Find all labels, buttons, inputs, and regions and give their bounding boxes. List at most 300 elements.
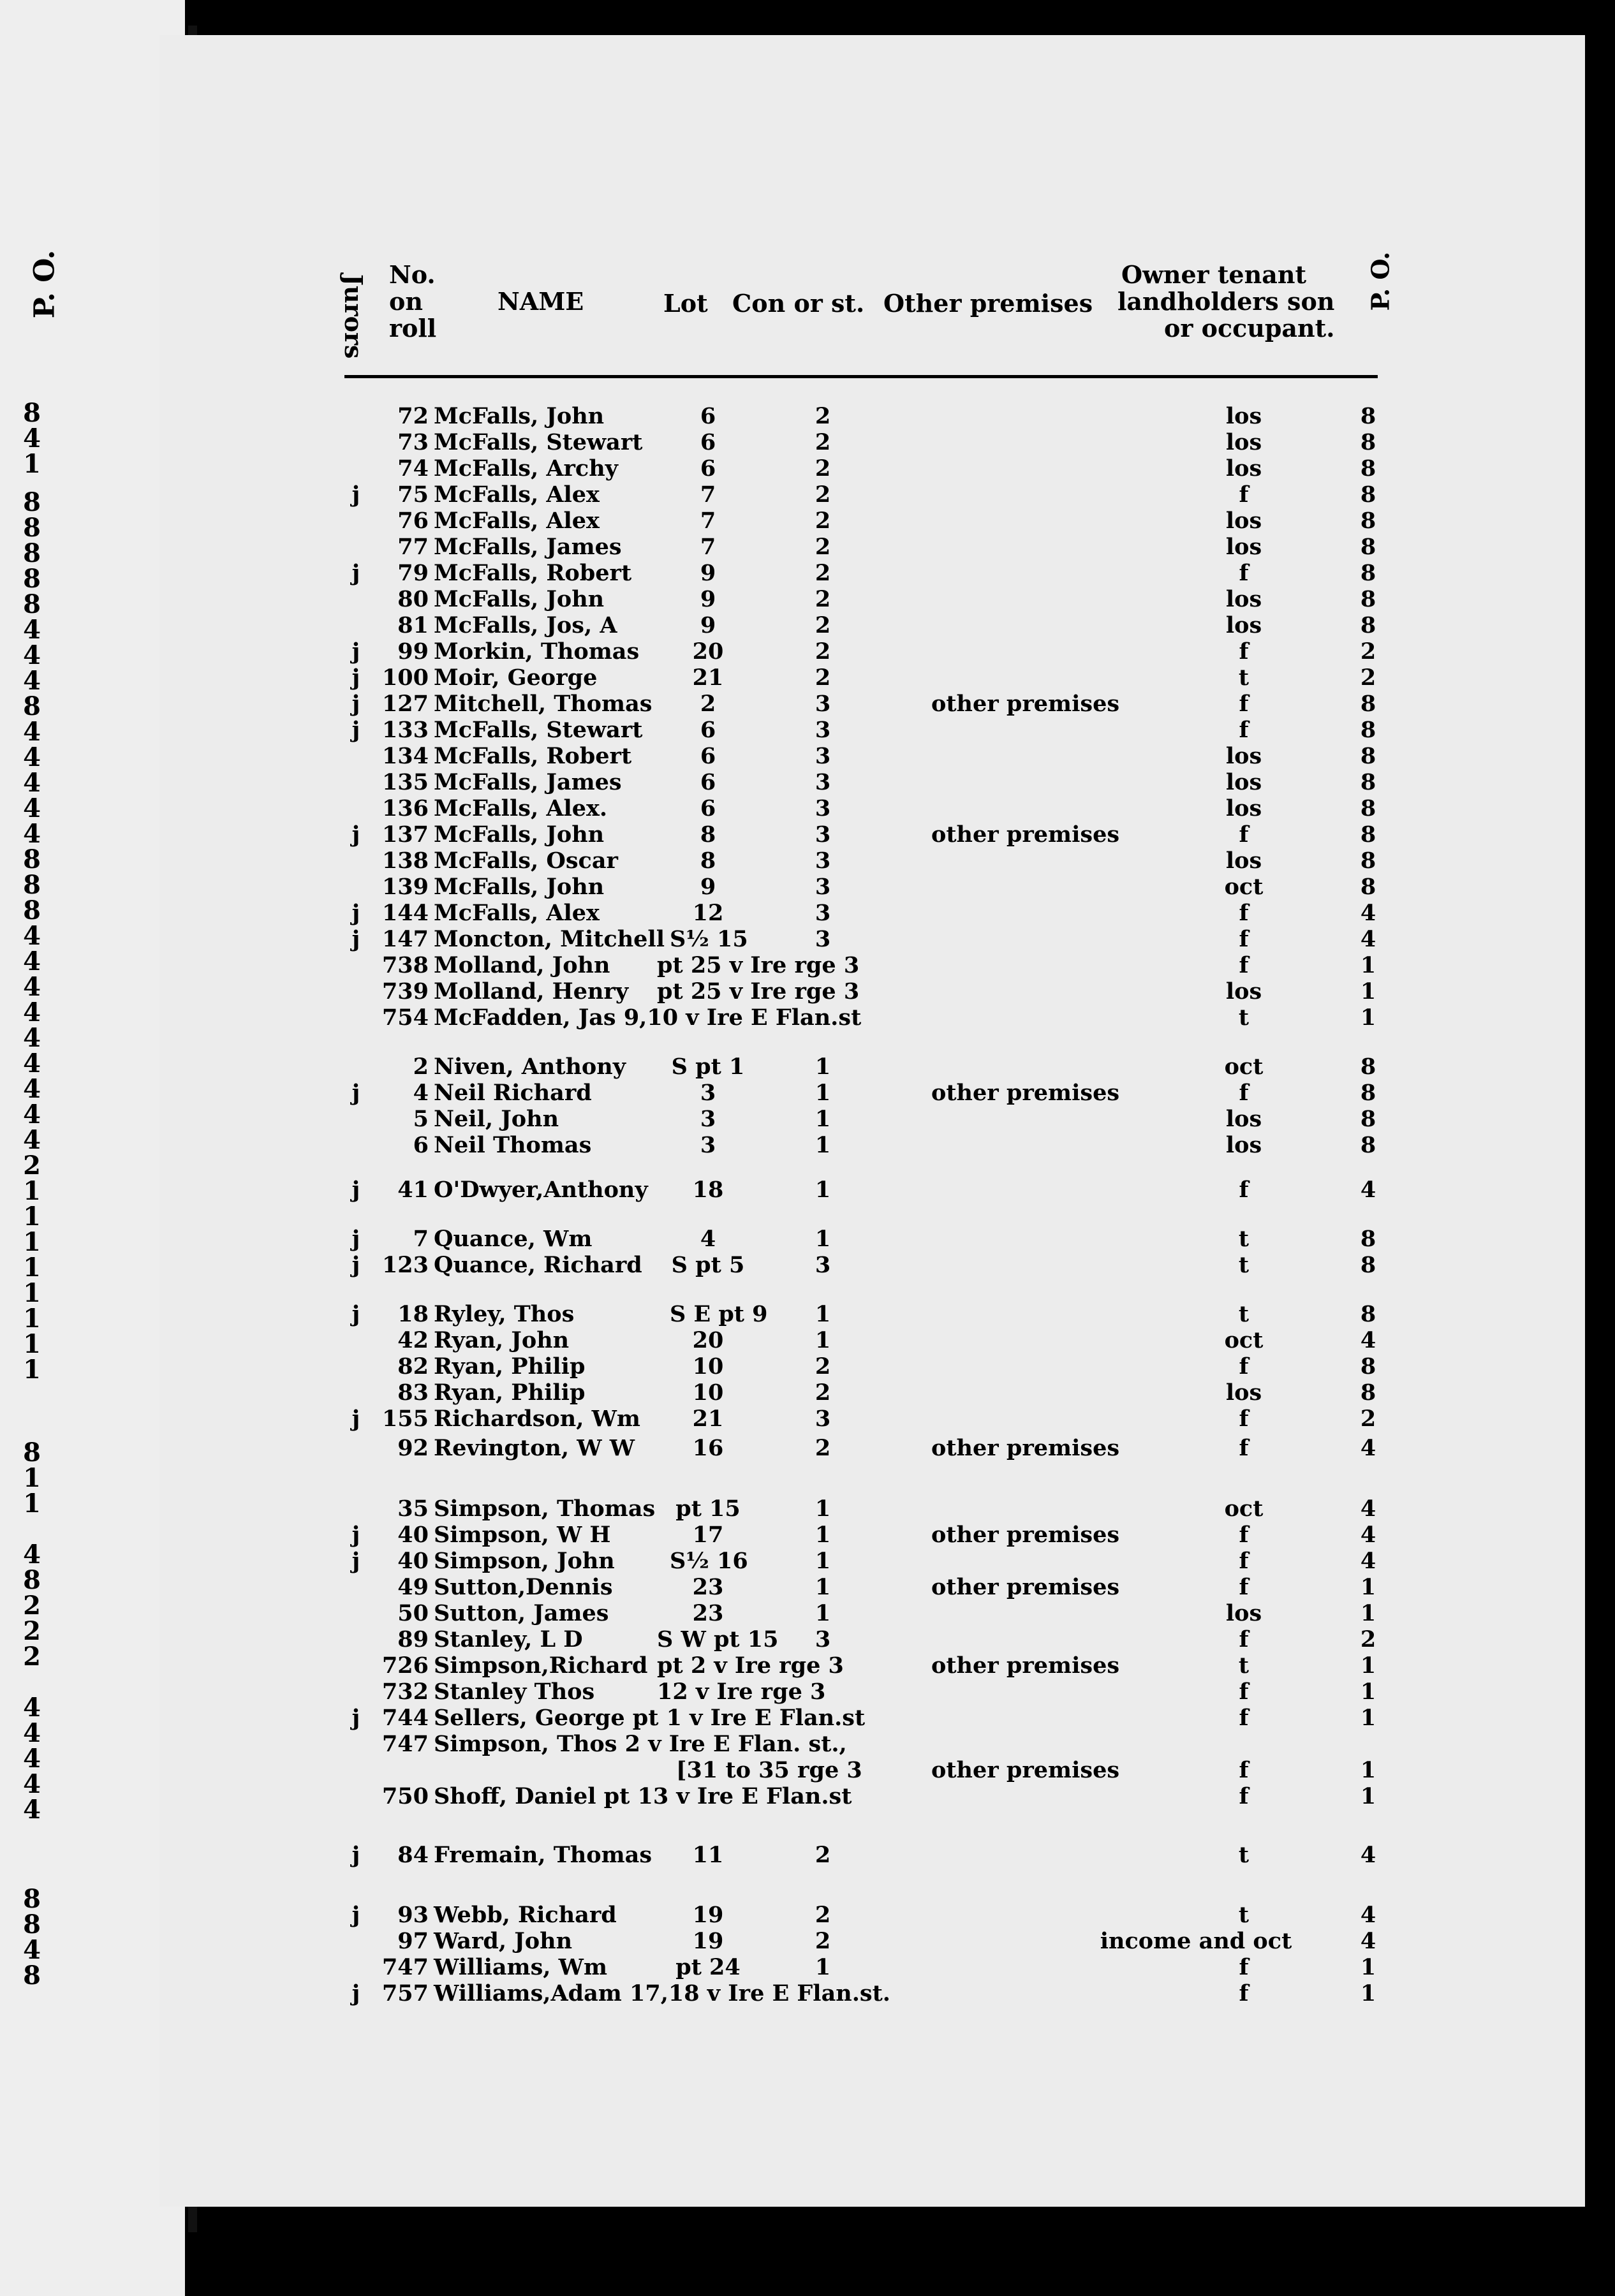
table-row: [0, 665, 1615, 691]
table-row: [0, 1679, 1615, 1705]
lot-value: 7: [700, 508, 716, 534]
concession-value: 2: [815, 638, 831, 665]
owner-status: f: [1239, 482, 1249, 508]
concession-value: 3: [815, 743, 831, 769]
roll-number: 79: [397, 560, 429, 586]
margin-digit: 1: [23, 1278, 41, 1308]
lot-value: 6: [700, 429, 716, 455]
lot-value: 6: [700, 769, 716, 795]
margin-digit: 8: [23, 691, 41, 721]
lot-value: 6: [700, 717, 716, 743]
roll-number: 127: [381, 691, 429, 717]
margin-digit: 1: [23, 1489, 41, 1519]
lot-value: pt 24: [675, 1954, 741, 1980]
post-office: 8: [1360, 429, 1376, 455]
lot-value: 6: [700, 743, 716, 769]
post-office: 4: [1360, 900, 1376, 926]
concession-value: 3: [815, 717, 831, 743]
post-office: 8: [1360, 1301, 1376, 1327]
lot-value: 10: [692, 1353, 724, 1380]
owner-name: McFadden, Jas 9,10 v Ire E Flan.st: [434, 1004, 862, 1031]
lot-value: S pt 1: [671, 1054, 745, 1080]
roll-number: 18: [397, 1301, 429, 1327]
roll-number: 135: [381, 769, 429, 795]
owner-name: Revington, W W: [434, 1435, 635, 1461]
header-po: P. O.: [1366, 251, 1395, 311]
table-row: [0, 1731, 1615, 1757]
margin-digit: 8: [23, 870, 41, 900]
table-row: [0, 952, 1615, 978]
header-owner-line3: or occupant.: [1164, 314, 1335, 342]
owner-status: f: [1239, 1522, 1249, 1548]
table-row: [0, 1106, 1615, 1132]
roll-number: 6: [413, 1132, 429, 1158]
post-office: 8: [1360, 769, 1376, 795]
post-office: 2: [1360, 1626, 1376, 1652]
margin-digit: 4: [23, 946, 41, 976]
owner-name: Sutton,Dennis: [434, 1574, 613, 1600]
concession-value: 2: [815, 1435, 831, 1461]
roll-number: 100: [381, 665, 429, 691]
concession-value: 2: [815, 429, 831, 455]
table-row: [0, 795, 1615, 821]
roll-number: 4: [413, 1080, 429, 1106]
owner-name: Ryley, Thos: [434, 1301, 575, 1327]
owner-status: los: [1225, 403, 1262, 429]
roll-number: 72: [397, 403, 429, 429]
roll-number: 77: [397, 534, 429, 560]
owner-status: t: [1238, 1652, 1250, 1679]
post-office: 4: [1360, 926, 1376, 952]
lot-value: 8: [700, 848, 716, 874]
concession-value: 2: [815, 665, 831, 691]
concession-value: 1: [815, 1522, 831, 1548]
margin-digit: 4: [23, 615, 41, 645]
other-premises: other premises: [931, 1080, 1120, 1106]
concession-value: 3: [815, 1406, 831, 1432]
margin-digit: 4: [23, 717, 41, 747]
margin-digit: 4: [23, 972, 41, 1002]
concession-value: 1: [815, 1226, 831, 1252]
table-row: [0, 1842, 1615, 1868]
concession-value: 1: [815, 1548, 831, 1574]
post-office: 8: [1360, 508, 1376, 534]
concession-value: 2: [815, 1380, 831, 1406]
table-row: [0, 870, 1615, 900]
post-office: 8: [1360, 1132, 1376, 1158]
roll-number: 42: [397, 1327, 429, 1353]
roll-number: 74: [397, 455, 429, 482]
concession-value: 2: [815, 1353, 831, 1380]
roll-number: 155: [381, 1406, 429, 1432]
owner-status: f: [1239, 1177, 1249, 1203]
margin-digit: 1: [23, 1329, 41, 1359]
margin-digit: 4: [23, 793, 41, 823]
table-row: [0, 586, 1615, 612]
lot-value: 6: [700, 403, 716, 429]
table-row: [0, 1132, 1615, 1158]
roll-number: 80: [397, 586, 429, 612]
lot-value: 19: [692, 1928, 724, 1954]
post-office: 1: [1360, 1652, 1376, 1679]
juror-mark: j: [351, 1406, 360, 1432]
lot-value: pt 2 v Ire rge 3: [657, 1652, 844, 1679]
margin-digit: 4: [23, 1718, 41, 1748]
post-office: 8: [1360, 691, 1376, 717]
concession-value: 2: [815, 1842, 831, 1868]
roll-number: 35: [397, 1496, 429, 1522]
concession-value: 2: [815, 403, 831, 429]
owner-status: los: [1225, 455, 1262, 482]
table-row: [0, 1600, 1615, 1626]
margin-digit: 4: [23, 921, 41, 951]
post-office: 4: [1360, 1177, 1376, 1203]
post-office: 8: [1360, 874, 1376, 900]
post-office: 4: [1360, 1435, 1376, 1461]
margin-digit: 4: [23, 640, 41, 670]
table-row: [0, 1327, 1615, 1353]
owner-name: Morkin, Thomas: [434, 638, 640, 665]
roll-number: 49: [397, 1574, 429, 1600]
post-office: 8: [1360, 403, 1376, 429]
post-office: 2: [1360, 638, 1376, 665]
table-row: [0, 398, 1615, 429]
owner-status: f: [1239, 1406, 1249, 1432]
roll-number: 89: [397, 1626, 429, 1652]
lot-value: S pt 5: [671, 1252, 745, 1278]
concession-value: 3: [815, 926, 831, 952]
owner-name: Richardson, Wm: [434, 1406, 640, 1432]
lot-value: 12 v Ire rge 3: [657, 1679, 826, 1705]
roll-number: 97: [397, 1928, 429, 1954]
owner-name: McFalls, Archy: [434, 455, 619, 482]
margin-digit: 8: [23, 1884, 41, 1914]
margin-digit: 2: [23, 1591, 41, 1621]
concession-value: 1: [815, 1106, 831, 1132]
table-row: [0, 1435, 1615, 1461]
owner-status: f: [1239, 1757, 1249, 1783]
concession-value: 3: [815, 900, 831, 926]
roll-number: 754: [381, 1004, 429, 1031]
lot-value: S E pt 9: [670, 1301, 768, 1327]
owner-name: Simpson, Thomas: [434, 1496, 656, 1522]
margin-digit: 4: [23, 742, 41, 772]
concession-value: 2: [815, 1928, 831, 1954]
post-office: 8: [1360, 534, 1376, 560]
owner-name: Moir, George: [434, 665, 598, 691]
lot-value: 21: [692, 1406, 724, 1432]
table-row: [0, 1406, 1615, 1432]
owner-name: Ryan, Philip: [434, 1353, 586, 1380]
header-owner-line2: landholders son: [1117, 287, 1335, 316]
table-row: [0, 1626, 1615, 1652]
owner-status: f: [1239, 1626, 1249, 1652]
concession-value: 1: [815, 1600, 831, 1626]
owner-status: los: [1225, 795, 1262, 821]
margin-digit: 4: [23, 1049, 41, 1078]
owner-status: los: [1225, 612, 1262, 638]
table-row: [0, 1574, 1615, 1600]
concession-value: 2: [815, 508, 831, 534]
post-office: 8: [1360, 1054, 1376, 1080]
roll-number: 139: [381, 874, 429, 900]
lot-value: 3: [700, 1132, 716, 1158]
post-office: 4: [1360, 1496, 1376, 1522]
owner-status: los: [1225, 743, 1262, 769]
margin-digit: 1: [23, 1304, 41, 1334]
owner-status: oct: [1224, 874, 1264, 900]
owner-name: Molland, Henry: [434, 978, 629, 1004]
concession-value: 1: [815, 1054, 831, 1080]
table-row: [0, 534, 1615, 560]
concession-value: 1: [815, 1327, 831, 1353]
owner-name: McFalls, John: [434, 821, 605, 848]
owner-name: McFalls, Oscar: [434, 848, 618, 874]
concession-value: 2: [815, 612, 831, 638]
header-other: Other premises: [883, 289, 1093, 318]
post-office: 4: [1360, 1928, 1376, 1954]
post-office: 1: [1360, 1757, 1376, 1783]
margin-digit: 2: [23, 1616, 41, 1646]
owner-status: t: [1238, 665, 1250, 691]
owner-name: Webb, Richard: [434, 1902, 617, 1928]
owner-name: Stanley Thos: [434, 1679, 595, 1705]
post-office: 4: [1360, 1327, 1376, 1353]
roll-number: 40: [397, 1548, 429, 1574]
owner-status: los: [1225, 978, 1262, 1004]
lot-value: 12: [692, 900, 724, 926]
lot-value: pt 25 v Ire rge 3: [657, 978, 860, 1004]
roll-number: 747: [381, 1731, 429, 1757]
post-office: 1: [1360, 1980, 1376, 2006]
table-row: [0, 1783, 1615, 1809]
post-office: 4: [1360, 1522, 1376, 1548]
post-office: 8: [1360, 795, 1376, 821]
owner-status: f: [1239, 1980, 1249, 2006]
roll-number: 99: [397, 638, 429, 665]
owner-status: f: [1239, 926, 1249, 952]
owner-name: Neil Richard: [434, 1080, 592, 1106]
roll-number: 747: [381, 1954, 429, 1980]
owner-status: f: [1239, 952, 1249, 978]
owner-status: f: [1239, 1679, 1249, 1705]
table-row: [0, 429, 1615, 455]
roll-number: 137: [381, 821, 429, 848]
other-premises: other premises: [931, 1757, 1120, 1783]
margin-digit: 4: [23, 1935, 41, 1965]
table-row: [0, 742, 1615, 772]
post-office: 1: [1360, 1600, 1376, 1626]
header-con: Con or st.: [732, 289, 865, 318]
roll-number: 136: [381, 795, 429, 821]
owner-status: los: [1225, 1106, 1262, 1132]
owner-name: McFalls, Alex.: [434, 795, 608, 821]
roll-number: 5: [413, 1106, 429, 1132]
owner-status: f: [1239, 1080, 1249, 1106]
other-premises: other premises: [931, 691, 1120, 717]
owner-name: Shoff, Daniel pt 13 v Ire E Flan.st: [434, 1783, 852, 1809]
lot-value: 6: [700, 455, 716, 482]
juror-mark: j: [351, 560, 360, 586]
margin-digit: 2: [23, 1151, 41, 1181]
owner-status: f: [1239, 717, 1249, 743]
concession-value: 3: [815, 769, 831, 795]
table-row: [0, 1705, 1615, 1731]
post-office: 8: [1360, 1380, 1376, 1406]
table-row: [0, 1954, 1615, 1980]
roll-number: 147: [381, 926, 429, 952]
roll-number: 93: [397, 1902, 429, 1928]
owner-name: Sutton, James: [434, 1600, 609, 1626]
owner-name: McFalls, James: [434, 769, 622, 795]
margin-digit: 4: [23, 423, 41, 453]
roll-number: 50: [397, 1600, 429, 1626]
juror-mark: j: [351, 1705, 360, 1731]
table-row: [0, 1548, 1615, 1574]
lot-value: 21: [692, 665, 724, 691]
roll-number: 738: [381, 952, 429, 978]
table-row: [0, 508, 1615, 534]
concession-value: 2: [815, 586, 831, 612]
table-row: [0, 1004, 1615, 1031]
table-row: [0, 1353, 1615, 1380]
concession-value: 3: [815, 821, 831, 848]
concession-value: 3: [815, 874, 831, 900]
post-office: 4: [1360, 1902, 1376, 1928]
owner-name: McFalls, Alex: [434, 900, 600, 926]
table-row: [0, 844, 1615, 874]
juror-mark: j: [351, 665, 360, 691]
table-row: [0, 895, 1615, 926]
lot-value: 11: [692, 1842, 724, 1868]
post-office: 8: [1360, 586, 1376, 612]
lot-value: 23: [692, 1600, 724, 1626]
table-row: [0, 560, 1615, 586]
post-office: 8: [1360, 848, 1376, 874]
post-office: 8: [1360, 1353, 1376, 1380]
juror-mark: j: [351, 1980, 360, 2006]
margin-digit: 8: [23, 487, 41, 517]
concession-value: 2: [815, 455, 831, 482]
roll-number: 744: [381, 1705, 429, 1731]
concession-value: 1: [815, 1301, 831, 1327]
roll-number: 92: [397, 1435, 429, 1461]
lot-value: 3: [700, 1106, 716, 1132]
juror-mark: j: [351, 1548, 360, 1574]
lot-value: pt 25 v Ire rge 3: [657, 952, 860, 978]
owner-status: los: [1225, 1600, 1262, 1626]
concession-value: 2: [815, 560, 831, 586]
roll-number: 138: [381, 848, 429, 874]
lot-value: 6: [700, 795, 716, 821]
roll-number: 84: [397, 1842, 429, 1868]
concession-value: 2: [815, 1902, 831, 1928]
owner-name: Sellers, George pt 1 v Ire E Flan.st: [434, 1705, 866, 1731]
margin-digit: 1: [23, 449, 41, 479]
owner-status: los: [1225, 769, 1262, 795]
lot-value: 7: [700, 534, 716, 560]
owner-name: Ward, John: [434, 1928, 573, 1954]
owner-name: Moncton, Mitchell: [434, 926, 665, 952]
roll-number: 81: [397, 612, 429, 638]
owner-status: t: [1238, 1004, 1250, 1031]
post-office: 8: [1360, 482, 1376, 508]
owner-status: f: [1239, 691, 1249, 717]
roll-number: 76: [397, 508, 429, 534]
margin-digit: 4: [23, 819, 41, 849]
margin-digit: 1: [23, 1355, 41, 1385]
owner-status: income and oct: [1100, 1928, 1292, 1954]
table-row: [0, 978, 1615, 1004]
juror-mark: j: [351, 482, 360, 508]
concession-value: 3: [815, 1252, 831, 1278]
margin-digit: 8: [23, 538, 41, 568]
margin-digit: 8: [23, 589, 41, 619]
post-office: 1: [1360, 1783, 1376, 1809]
owner-name: Ryan, Philip: [434, 1380, 586, 1406]
concession-value: 1: [815, 1080, 831, 1106]
margin-digit: 1: [23, 1463, 41, 1493]
table-row: [0, 1176, 1615, 1206]
table-row: [0, 1252, 1615, 1278]
post-office: 8: [1360, 1080, 1376, 1106]
table-row: [0, 455, 1615, 482]
margin-digit: 8: [23, 844, 41, 874]
table-row: [0, 1522, 1615, 1548]
owner-status: f: [1239, 1574, 1249, 1600]
concession-value: 1: [815, 1496, 831, 1522]
margin-digit: 1: [23, 1227, 41, 1257]
lot-value: 19: [692, 1902, 724, 1928]
owner-name: Fremain, Thomas: [434, 1842, 653, 1868]
lot-value: pt 15: [675, 1496, 741, 1522]
header-name: NAME: [498, 287, 584, 316]
lot-value: 20: [692, 1327, 724, 1353]
owner-status: los: [1225, 1132, 1262, 1158]
header-on: on: [389, 287, 423, 316]
post-office: 8: [1360, 1106, 1376, 1132]
owner-name: Molland, John: [434, 952, 610, 978]
margin-digit: 4: [23, 1125, 41, 1155]
post-office: 8: [1360, 717, 1376, 743]
lot-value: 3: [700, 1080, 716, 1106]
owner-status: t: [1238, 1842, 1250, 1868]
other-premises: other premises: [931, 1574, 1120, 1600]
roll-number: 83: [397, 1380, 429, 1406]
juror-mark: j: [351, 1177, 360, 1203]
margin-po-label: P. O.: [28, 249, 61, 319]
post-office: 8: [1360, 1226, 1376, 1252]
post-office: 1: [1360, 1004, 1376, 1031]
juror-mark: j: [351, 1301, 360, 1327]
post-office: 1: [1360, 1679, 1376, 1705]
owner-name: McFalls, Stewart: [434, 717, 643, 743]
table-row: [0, 1301, 1615, 1327]
concession-value: 3: [815, 848, 831, 874]
post-office: 8: [1360, 560, 1376, 586]
concession-value: 3: [815, 1626, 831, 1652]
owner-name: Mitchell, Thomas: [434, 691, 653, 717]
roll-number: 82: [397, 1353, 429, 1380]
owner-name: McFalls, Robert: [434, 560, 632, 586]
lot-value: 9: [700, 586, 716, 612]
margin-digit: 4: [23, 768, 41, 798]
concession-value: 1: [815, 1132, 831, 1158]
table-row: [0, 1652, 1615, 1679]
table-row: [0, 1757, 1615, 1783]
margin-digit: 8: [23, 398, 41, 428]
concession-value: 3: [815, 691, 831, 717]
